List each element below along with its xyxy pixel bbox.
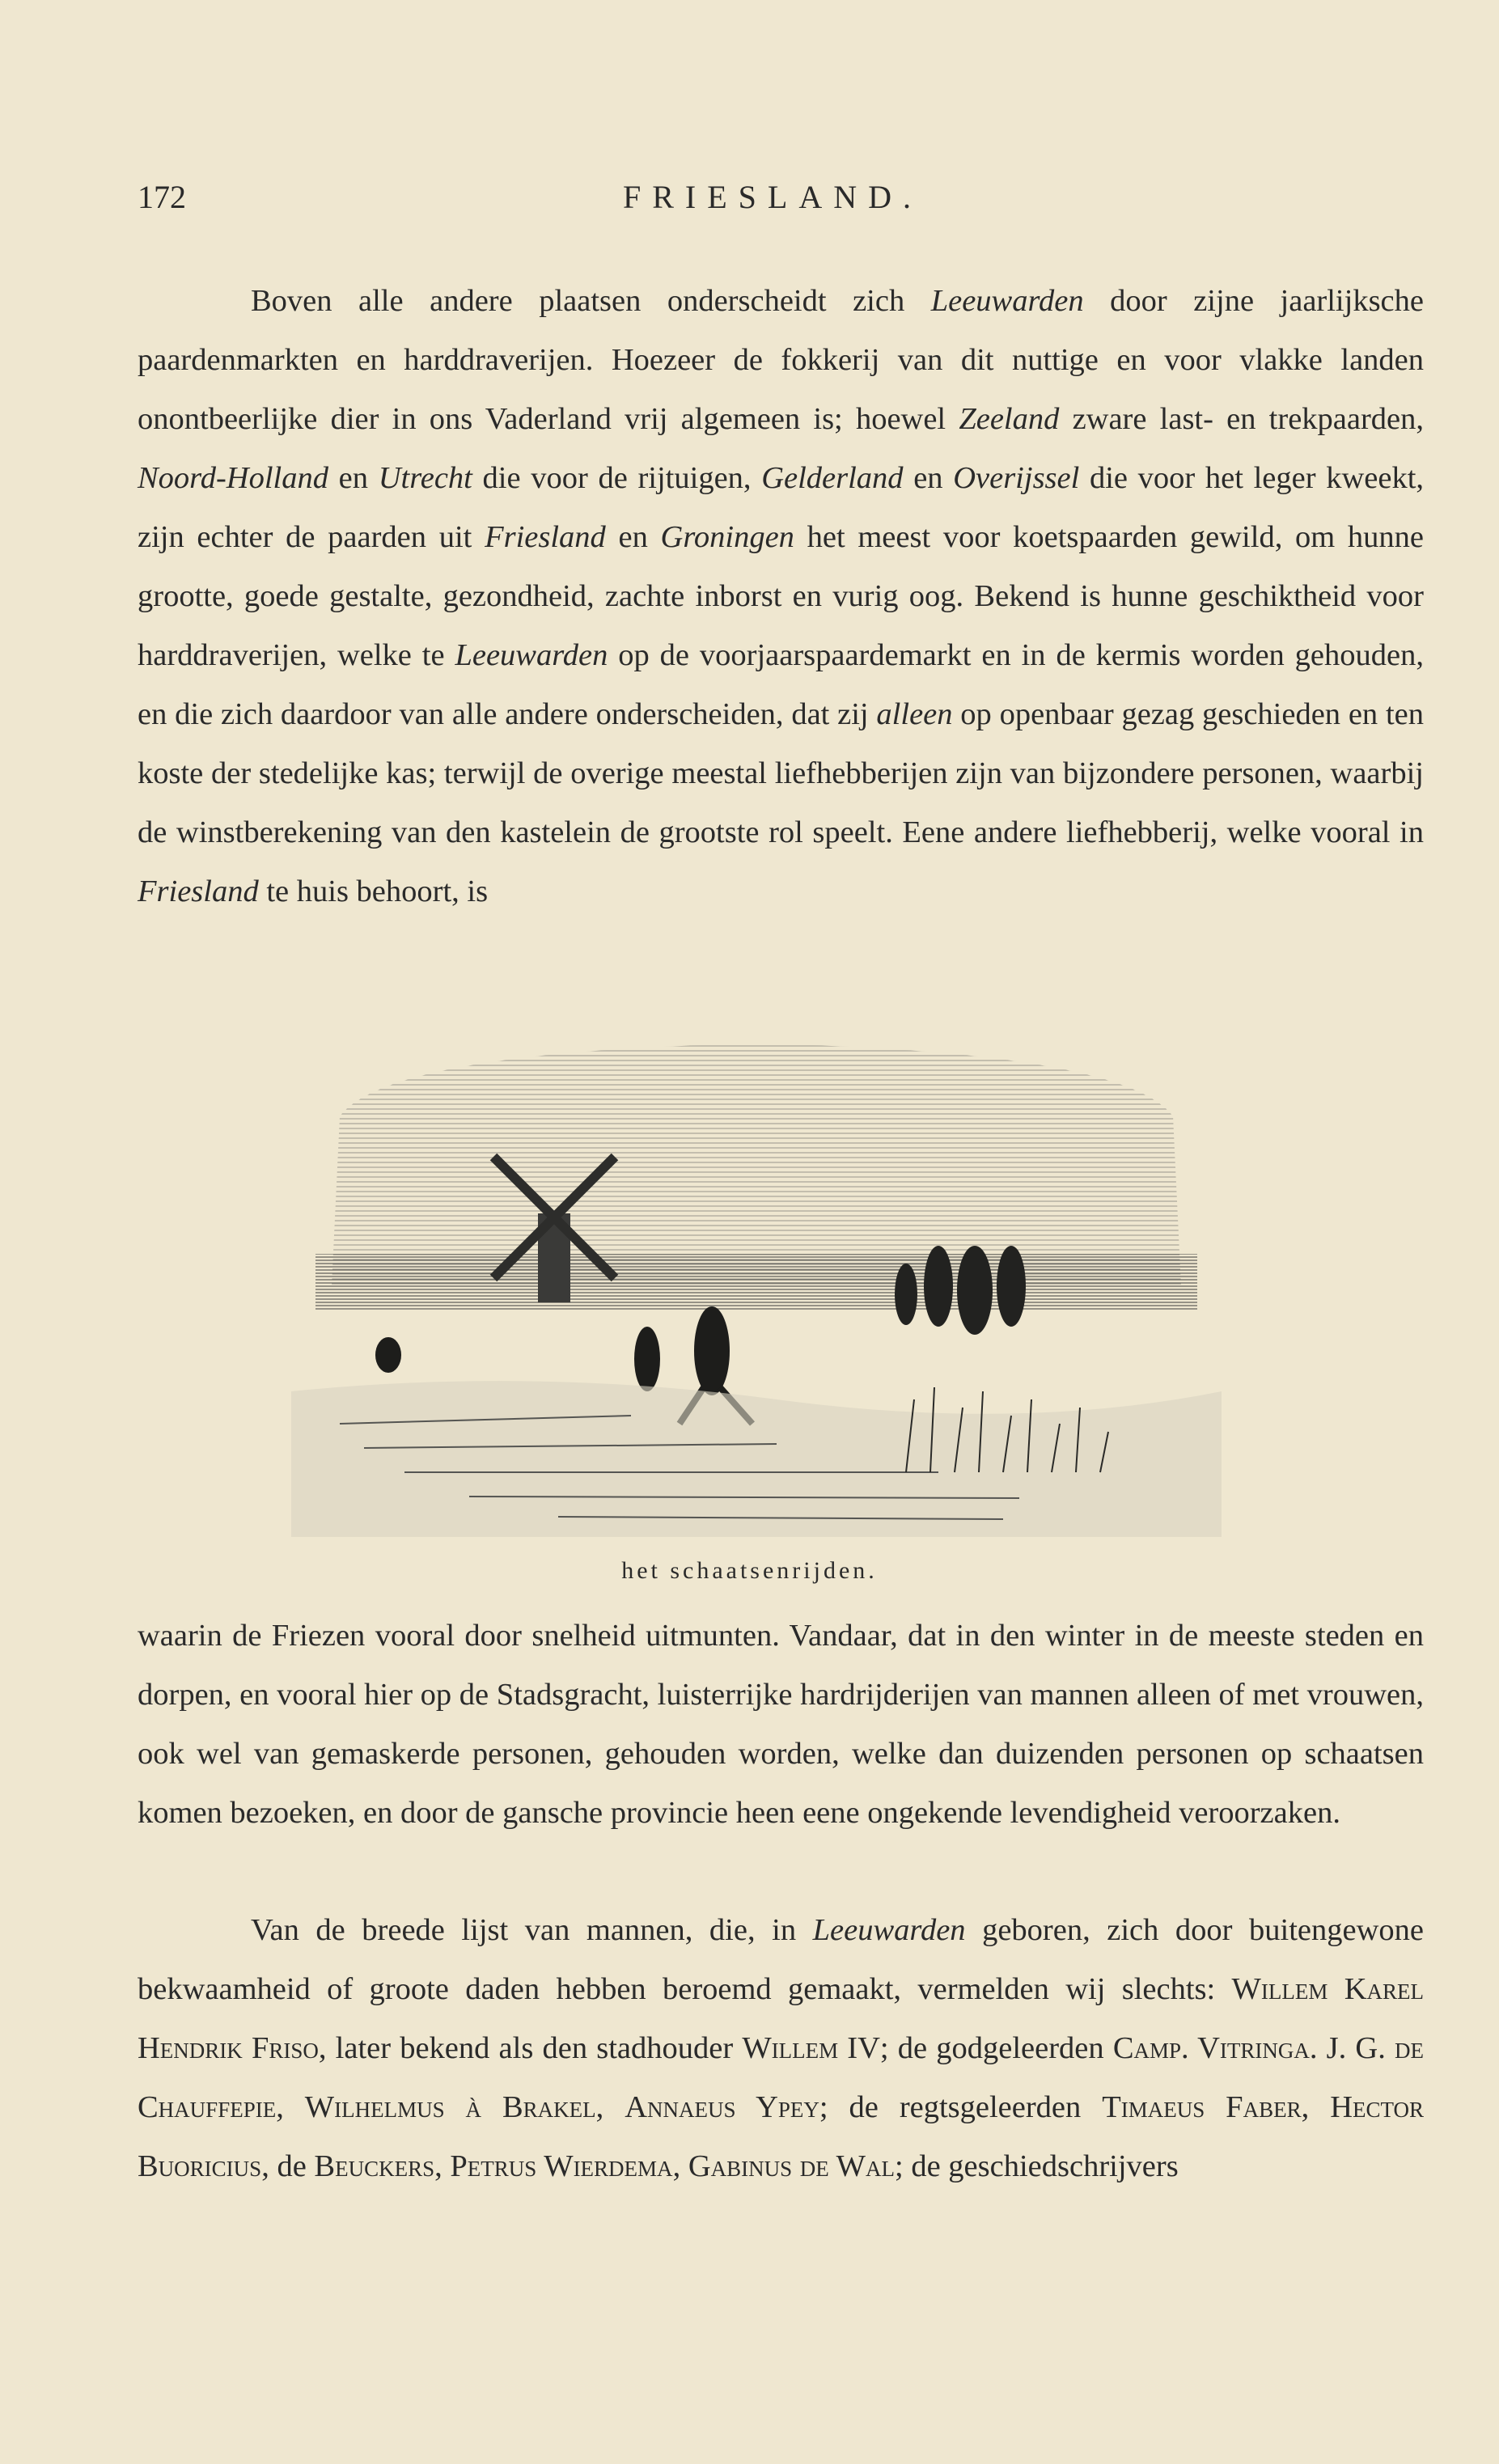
person-name: Gabinus de Wal [688, 2149, 896, 2183]
place-name: Zeeland [959, 402, 1060, 436]
person-name: Beuckers [314, 2149, 435, 2183]
place-name: Utrecht [378, 461, 472, 495]
ice-surface [291, 1381, 1222, 1537]
text-run: , later bekend als den stadhouder [318, 2031, 743, 2065]
text-run: , [276, 2090, 305, 2124]
distant-shore [315, 1254, 1197, 1310]
place-name: Gelderland [761, 461, 904, 495]
text-run: ; de geschiedschrijvers [895, 2149, 1179, 2183]
emphasis: alleen [876, 697, 953, 731]
text-run: op openbaar gezag geschieden en ten koste der stedelijke kas; terwijl de overige meestal liefhebberijen zijn van bijzondere personen, waarbij de winstberekening van den kastelein de grootste rol speelt. Eene andere liefhebberij, welke vooral in [138, 697, 1424, 849]
text-run: en [903, 461, 954, 495]
person-name: Willem IV [742, 2031, 880, 2065]
text-run: door zijne jaarlijksche paardenmarkten en harddraverijen. Hoezeer de fokkerij van dit nuttige en voor vlakke landen onontbeerlijke dier in ons Vaderland vrij algemeen is; hoewel [138, 284, 1424, 436]
text-run: die voor de rijtuigen, [472, 461, 762, 495]
text-run: , [595, 2090, 625, 2124]
person-name: Wilhelmus à Brakel [304, 2090, 596, 2124]
text-run: die voor het leger kweekt, zijn echter de paarden uit [138, 461, 1425, 554]
person-name: Camp. Vitringa. J. G. de Chauffepie [138, 2031, 1425, 2124]
person-name: Timaeus Faber [1102, 2090, 1302, 2124]
person-name: Annaeus Ypey [625, 2090, 819, 2124]
place-name: Noord-Holland [138, 461, 329, 495]
place-name: Groningen [660, 520, 794, 554]
text-run: , [672, 2149, 688, 2183]
place-name: Leeuwarden [812, 1913, 966, 1947]
text-run: en [605, 520, 661, 554]
sky-area [332, 1044, 1181, 1286]
text-run: Boven alle andere plaatsen onderscheidt zich [251, 284, 931, 318]
person-name: Petrus Wierdema [450, 2149, 673, 2183]
paragraph-horse-markets [138, 272, 1424, 921]
text-run: , [434, 2149, 451, 2183]
text-run: Van de breede lijst van mannen, die, in [251, 1913, 813, 1947]
text-run: , de [261, 2149, 315, 2183]
page-header [138, 178, 1416, 227]
paragraph-text: waarin de Friezen vooral door snelheid uitmunten. Vandaar, dat in den winter in de meeste steden en dorpen, en vooral hier op de Stadsgracht, luisterrijke hardrijderijen van mannen alleen of met vrouwen, ook wel van gemaskerde personen, gehouden worden, welke dan duizenden personen op schaatsen komen bezoeken, en door de gansche provincie heen eene ongekende levendigheid veroorzaken. [138, 1619, 1424, 1830]
text-run: het meest voor koetspaarden gewild, om hunne grootte, goede gestalte, gezondheid, zachte inborst en vurig oog. Bekend is hunne geschiktheid voor harddraverijen, welke te [138, 520, 1424, 672]
person-name: Hector Buoricius [138, 2090, 1425, 2183]
paragraph-famous-people [138, 1901, 1424, 2196]
place-name: Friesland [485, 520, 606, 554]
text-run: , [1301, 2090, 1331, 2124]
text-run: ; de godgeleerden [879, 2031, 1113, 2065]
place-name: Overijssel [953, 461, 1080, 495]
text-run: op de voorjaarspaardemarkt en in de kermis worden gehouden, en die zich daardoor van alle andere onderscheiden, dat zij [138, 638, 1424, 731]
person-name: Willem Karel Hendrik Friso [138, 1972, 1424, 2065]
page-number: 172 [138, 179, 186, 215]
place-name: Leeuwarden [455, 638, 608, 672]
running-title: FRIESLAND. [623, 179, 923, 215]
place-name: Leeuwarden [930, 284, 1084, 318]
paragraph-skating [138, 1607, 1424, 1843]
text-run: en [328, 461, 379, 495]
text-run: ; de regtsgeleerden [819, 2090, 1103, 2124]
text-run: te huis behoort, is [258, 874, 489, 908]
text-run: geboren, zich door buitengewone bekwaamheid of groote daden hebben beroemd gemaakt, vermelden wij slechts: [138, 1913, 1425, 2006]
place-name: Friesland [138, 874, 259, 908]
figure-caption: het schaatsenrijden. [621, 1557, 878, 1584]
skating-engraving [291, 1019, 1222, 1537]
text-run: zware last- en trekpaarden, [1059, 402, 1424, 436]
